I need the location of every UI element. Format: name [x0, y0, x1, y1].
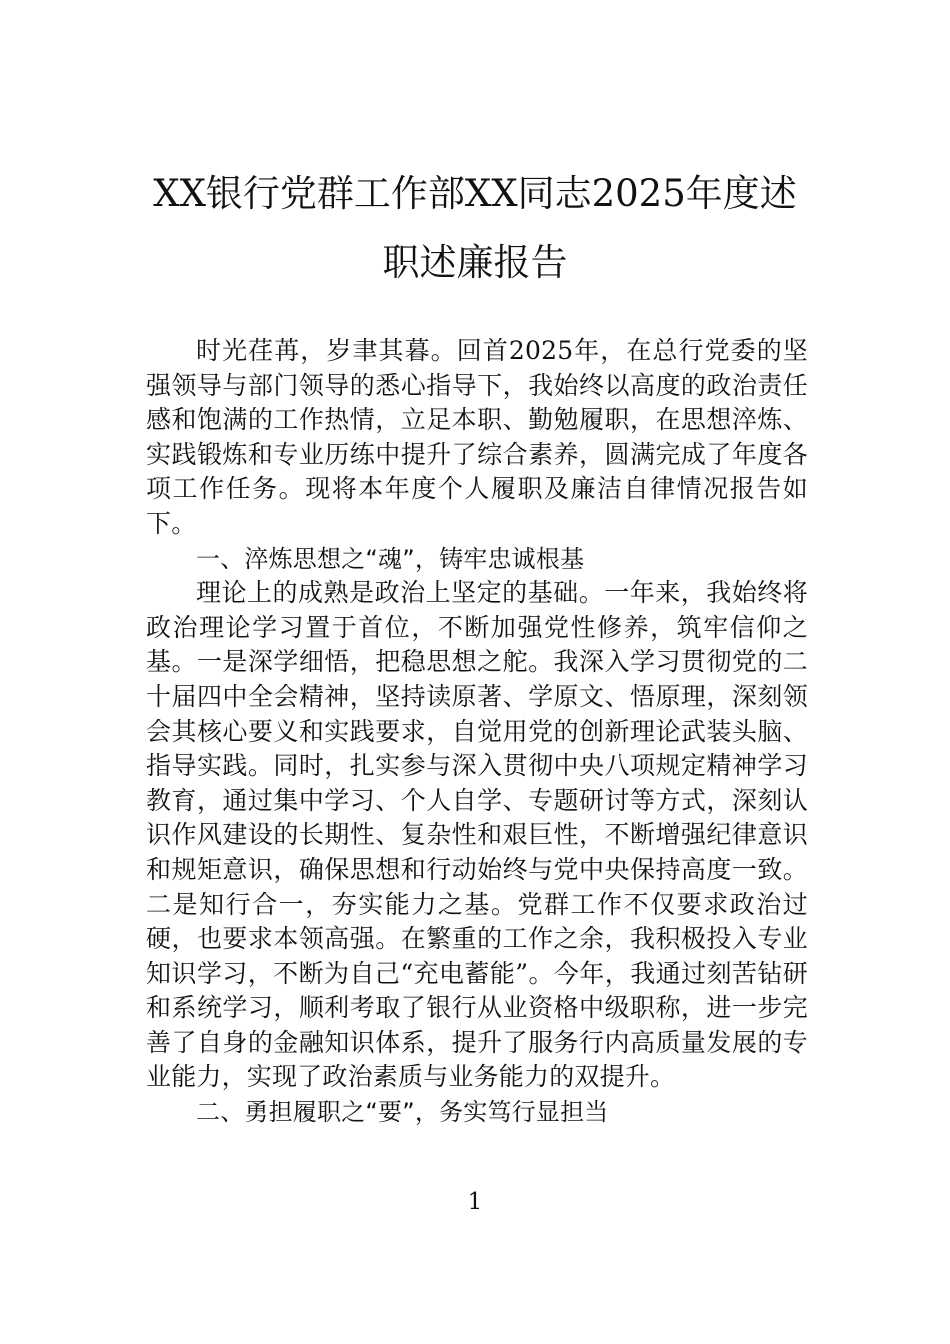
section-heading-2: 二、勇担履职之“要”，务实笃行显担当 — [196, 1098, 609, 1127]
page-number: 1 — [467, 1189, 483, 1215]
section-heading-1: 一、淬炼思想之“魂”，铸牢忠诚根基 — [196, 544, 585, 573]
intro-paragraph: 时光荏苒，岁聿其暮。回首2025年，在总行党委的坚强领导与部门领导的悉心指导下，我始终以高度的政治责任感和饱满的工作热情，立足本职、勤勉履职，在思想淬炼、实践锻炼和专业历练中提升了综合素养，圆满完成了年度各项工作任务。现将本年度个人履职及廉洁自律情况报告如下。 — [146, 336, 808, 538]
section-1-paragraph: 理论上的成熟是政治上坚定的基础。一年来，我始终将政治理论学习置于首位，不断加强党性修养，筑牢信仰之基。一是深学细悟，把稳思想之舵。我深入学习贯彻党的二十届四中全会精神，坚持读原著、学原文、悟原理，深刻领会其核心要义和实践要求，自觉用党的创新理论武装头脑、指导实践。同时，扎实参与深入贯彻中央八项规定精神学习教育，通过集中学习、个人自学、专题研讨等方式，深刻认识作风建设的长期性、复杂性和艰巨性，不断增强纪律意识和规矩意识，确保思想和行动始终与党中央保持高度一致。二是知行合一，夯实能力之基。党群工作不仅要求政治过硬，也要求本领高强。在繁重的工作之余，我积极投入专业知识学习，不断为自己“充电蓄能”。今年，我通过刻苦钻研和系统学习，顺利考取了银行从业资格中级职称，进一步完善了自身的金融知识体系，提升了服务行内高质量发展的专业能力，实现了政治素质与业务能力的双提升。 — [146, 578, 808, 1092]
document-title-line-1: XX银行党群工作部XX同志2025年度述 — [153, 172, 797, 215]
document-title-line-2: 职述廉报告 — [382, 241, 568, 284]
document-body — [146, 334, 808, 1130]
